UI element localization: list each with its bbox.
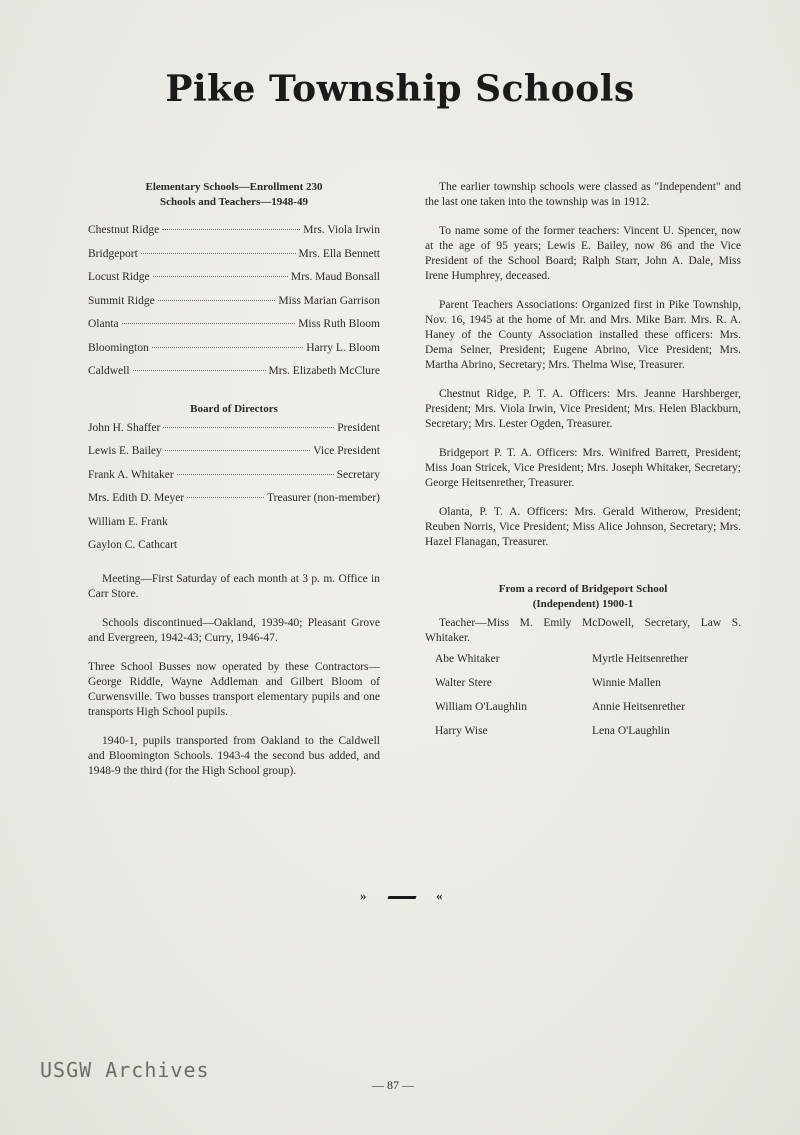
record-teacher-paragraph: Teacher—Miss M. Emily McDowell, Secretary, Law S. Whitaker. (425, 617, 741, 644)
bridgeport-pta-paragraph: Bridgeport P. T. A. Officers: Mrs. Winifred Barrett, President; Miss Joan Stricek, Vice President; Mrs. Joseph Whitaker, Secretary; George Heitsenrether, Treasurer. (425, 447, 741, 489)
chestnut-pta-paragraph: Chestnut Ridge, P. T. A. Officers: Mrs. Jeanne Harshberger, President; Mrs. Viola Irwin, Vice President; Mrs. Helen Blackburn, Secretary; Mrs. Lester Ogden, Treasurer. (425, 388, 741, 430)
olanta-pta-paragraph: Olanta, P. T. A. Officers: Mrs. Gerald Witherow, President; Reuben Norris, Vice President; Miss Alice Johnson, Secretary; Mrs. Hazel Flanagan, Treasurer. (425, 506, 741, 548)
school-row: Summit Ridge Miss Marian Garrison (88, 294, 380, 307)
school-row: Locust Ridge Mrs. Maud Bonsall (88, 271, 380, 283)
pupil-name: Winnie Mallen (592, 677, 661, 689)
page-title: Pike Township Schools (165, 68, 635, 110)
school-row: Chestnut Ridge Mrs. Viola Irwin (88, 224, 380, 236)
school-row: Olanta Miss Ruth Bloom (88, 318, 380, 330)
busses-paragraph: Three School Busses now operated by these Contractors—George Riddle, Wayne Addleman and Gilbert Bloom of Curwensville. Two busses transport elementary pupils and one transports High School pupils. (88, 660, 380, 718)
pupil-name: Myrtle Heitsenrether (592, 653, 689, 665)
board-member: Gaylon C. Cathcart (88, 539, 178, 551)
board-row: Frank A. Whitaker Secretary (88, 468, 380, 481)
earlier-schools-paragraph: The earlier township schools were classed as "Independent" and the last one taken into the township was in 1912. (425, 181, 741, 208)
elementary-heading: Elementary Schools—Enrollment 230 (145, 181, 323, 193)
board-member: William E. Frank (88, 515, 168, 528)
board-row: John H. Shaffer President (88, 421, 380, 434)
school-row: Bloomington Harry L. Bloom (88, 341, 380, 354)
pupil-list (435, 652, 741, 748)
ornament-dash (387, 896, 416, 899)
left-guillemet: » (360, 888, 367, 903)
board-row: Mrs. Edith D. Meyer Treasurer (non-member) (88, 492, 380, 504)
former-teachers-paragraph: To name some of the former teachers: Vincent U. Spencer, now at the age of 95 years; Lewis E. Bailey, now 86 and the Vice President of the School Board; Ralph Starr, John A. Dale, Miss Irene Humphrey, deceased. (425, 225, 741, 282)
meeting-paragraph: Meeting—First Saturday of each month at 3 p. m. Office in Carr Store. (88, 572, 380, 600)
record-subheading: (Independent) 1900-1 (532, 598, 634, 610)
school-row: Caldwell Mrs. Elizabeth McClure (88, 365, 380, 377)
pupil-name: Lena O'Laughlin (592, 725, 670, 737)
right-column (425, 180, 741, 748)
school-row: Bridgeport Mrs. Ella Bennett (88, 247, 380, 260)
record-heading: From a record of Bridgeport School (498, 583, 668, 595)
page-number: — 87 — (372, 1078, 414, 1092)
pupil-name: Harry Wise (435, 725, 488, 737)
section-ornament (358, 888, 448, 904)
pupil-name: Walter Stere (435, 677, 492, 689)
discontinued-paragraph: Schools discontinued—Oakland, 1939-40; Pleasant Grove and Evergreen, 1942-43; Curry, 1946-47. (88, 616, 380, 644)
board-row: Lewis E. Bailey Vice President (88, 445, 380, 457)
pupil-name: William O'Laughlin (435, 701, 527, 713)
left-column (88, 180, 380, 779)
pta-paragraph: Parent Teachers Associations: Organized first in Pike Township, Nov. 16, 1945 at the home of Mr. and Mrs. Mike Barr. Mrs. R. A. Haney of the County Association installed these officers: Mrs. Dema Selner, President; Eugene Abrino, Vice President; Mrs. Martha Abrino, Secretary; Mrs. Thelma Wise, Treasurer. (425, 299, 741, 371)
archive-watermark: USGW Archives (40, 1058, 210, 1082)
pupil-name: Annie Heitsenrether (592, 701, 685, 713)
transport-paragraph: 1940-1, pupils transported from Oakland to the Caldwell and Bloomington Schools. 1943-4 the second bus added, and 1948-9 the third (for the High School group). (88, 734, 380, 777)
board-heading: Board of Directors (190, 402, 278, 415)
schools-teachers-heading: Schools and Teachers—1948-49 (160, 196, 308, 208)
pupil-name: Abe Whitaker (435, 653, 500, 665)
right-guillemet: « (436, 888, 443, 903)
